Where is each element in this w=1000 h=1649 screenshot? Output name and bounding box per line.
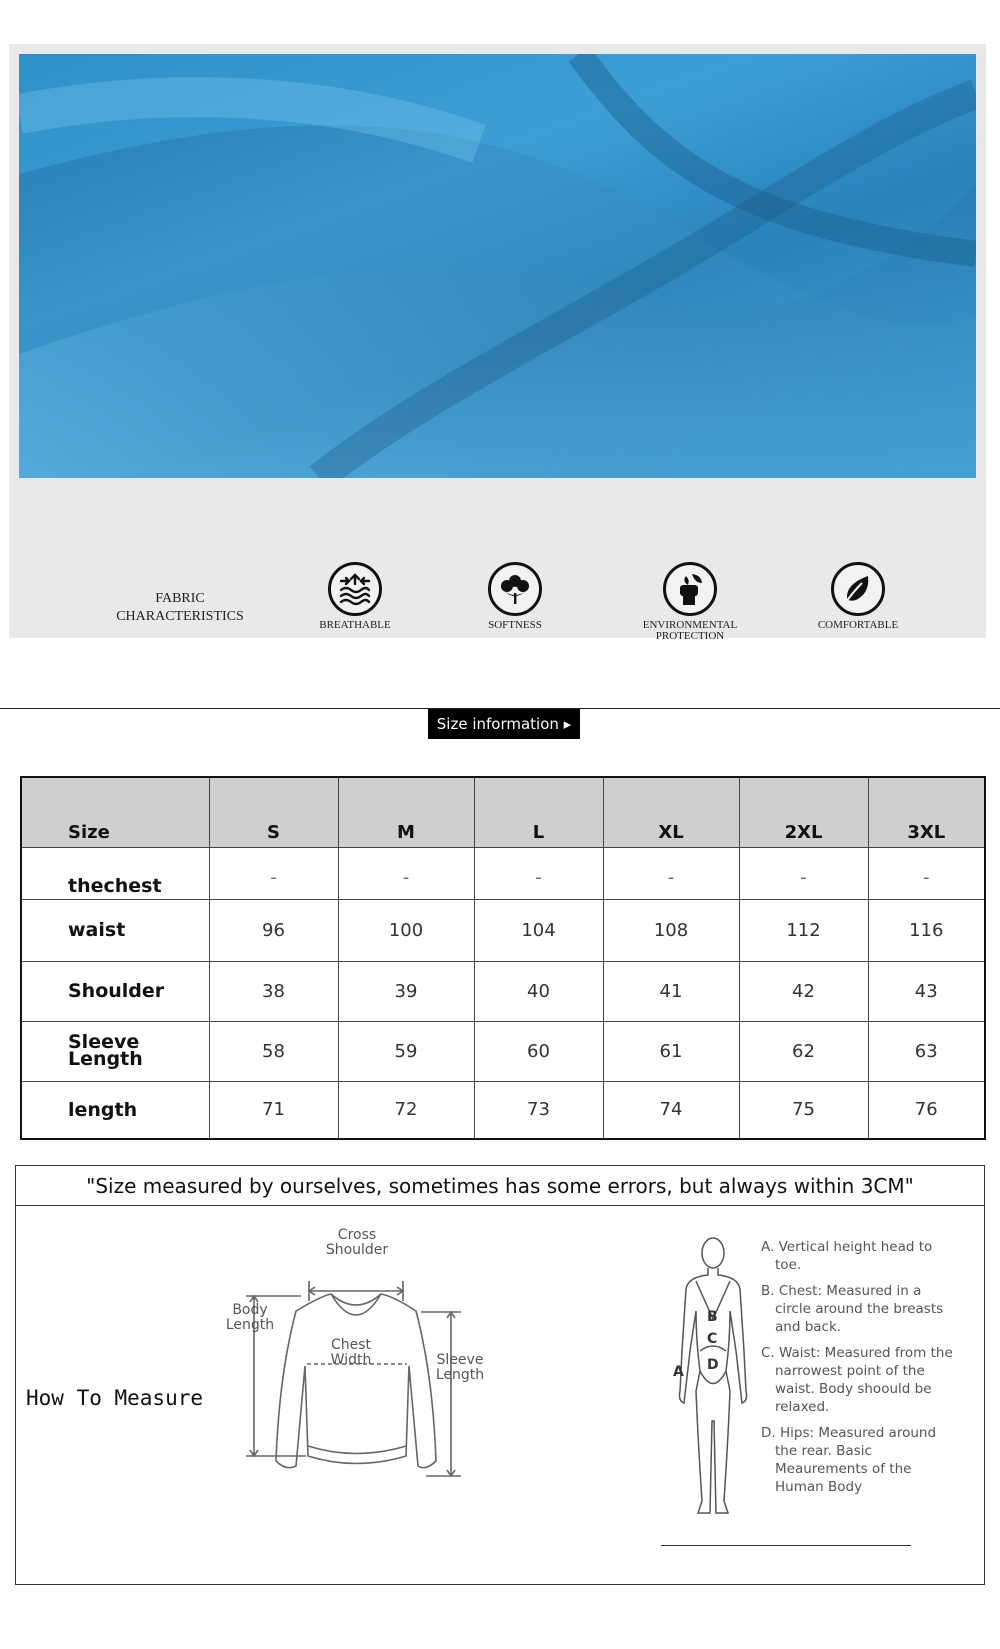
human-body-diagram	[666, 1231, 761, 1531]
chest-width-label: Chest Width	[330, 1337, 372, 1368]
feature-softness	[445, 562, 585, 631]
table-header-cell: L	[474, 777, 603, 847]
table-cell: -	[868, 847, 985, 899]
table-cell: 43	[868, 961, 985, 1021]
table-header-cell: Size	[21, 777, 209, 847]
measurement-legend	[761, 1238, 961, 1504]
table-row	[21, 961, 985, 1021]
table-cell: 112	[739, 899, 868, 961]
table-cell: -	[739, 847, 868, 899]
mark-d: D	[707, 1357, 719, 1373]
garment-diagram	[221, 1226, 491, 1486]
feature-label: SOFTNESS	[488, 619, 542, 631]
fabric-panel	[9, 44, 986, 642]
table-cell: 76	[868, 1081, 985, 1139]
cotton-flower-icon	[488, 562, 542, 616]
table-cell: 39	[338, 961, 474, 1021]
body-length-label: Body Length	[225, 1302, 275, 1333]
table-cell: 108	[603, 899, 739, 961]
table-cell: 116	[868, 899, 985, 961]
table-cell: 59	[338, 1021, 474, 1081]
table-cell: 96	[209, 899, 338, 961]
row-label: Sleeve Length	[21, 1021, 209, 1081]
breathable-icon	[328, 562, 382, 616]
table-row	[21, 847, 985, 899]
table-cell: 72	[338, 1081, 474, 1139]
feature-label: ENVIRONMENTAL PROTECTION	[642, 619, 738, 642]
table-cell: 42	[739, 961, 868, 1021]
feature-label: COMFORTABLE	[817, 619, 899, 631]
table-cell: 58	[209, 1021, 338, 1081]
table-cell: 41	[603, 961, 739, 1021]
table-cell: -	[603, 847, 739, 899]
fabric-characteristics-row	[9, 514, 986, 642]
fabric-swatch-photo	[19, 54, 976, 478]
leaf-icon	[831, 562, 885, 616]
legend-item: C. Waist: Measured from the narrowest point of the waist. Body shoould be relaxed.	[761, 1345, 953, 1415]
how-to-measure-box	[15, 1165, 985, 1585]
mark-a: A	[673, 1364, 684, 1380]
table-row	[21, 899, 985, 961]
table-cell: -	[338, 847, 474, 899]
table-cell: 73	[474, 1081, 603, 1139]
table-cell: 104	[474, 899, 603, 961]
table-row	[21, 1081, 985, 1139]
table-cell: 62	[739, 1021, 868, 1081]
table-cell: 100	[338, 899, 474, 961]
row-label: thechest	[21, 847, 209, 899]
sleeve-length-label: Sleeve Length	[435, 1352, 485, 1383]
table-cell: 75	[739, 1081, 868, 1139]
table-cell: -	[474, 847, 603, 899]
table-cell: 74	[603, 1081, 739, 1139]
feature-comfortable	[788, 562, 928, 631]
table-cell: 71	[209, 1081, 338, 1139]
cross-shoulder-label: Cross Shoulder	[325, 1227, 389, 1258]
table-cell: 60	[474, 1021, 603, 1081]
row-label: length	[21, 1081, 209, 1139]
mark-c: C	[707, 1331, 718, 1347]
table-cell: 61	[603, 1021, 739, 1081]
feature-label: BREATHABLE	[319, 619, 391, 631]
table-header-cell: M	[338, 777, 474, 847]
table-header-cell: XL	[603, 777, 739, 847]
legend-item: D. Hips: Measured around the rear. Basic Meaurements of the Human Body	[761, 1425, 937, 1495]
size-table	[20, 776, 986, 1140]
table-header-cell: 3XL	[868, 777, 985, 847]
feature-breathable	[285, 562, 425, 631]
feature-environmental-protection	[620, 562, 760, 642]
table-header-cell: S	[209, 777, 338, 847]
table-cell: -	[209, 847, 338, 899]
mark-b: B	[707, 1309, 718, 1325]
ground-line	[661, 1545, 911, 1546]
how-to-measure-title: How To Measure	[26, 1386, 204, 1410]
table-header-row	[21, 777, 985, 847]
measurement-note: "Size measured by ourselves, sometimes has some errors, but always within 3CM"	[16, 1166, 984, 1206]
table-cell: 63	[868, 1021, 985, 1081]
row-label: Shoulder	[21, 961, 209, 1021]
row-label: waist	[21, 899, 209, 961]
fabric-characteristics-title: FABRIC CHARACTERISTICS	[116, 591, 244, 624]
table-cell: 40	[474, 961, 603, 1021]
table-header-cell: 2XL	[739, 777, 868, 847]
legend-item: A. Vertical height head to toe.	[761, 1239, 933, 1273]
size-information-badge: Size information ▸	[428, 709, 580, 739]
table-row	[21, 1021, 985, 1081]
table-cell: 38	[209, 961, 338, 1021]
legend-item: B. Chest: Measured in a circle around the breasts and back.	[761, 1283, 944, 1335]
fist-leaf-icon	[663, 562, 717, 616]
